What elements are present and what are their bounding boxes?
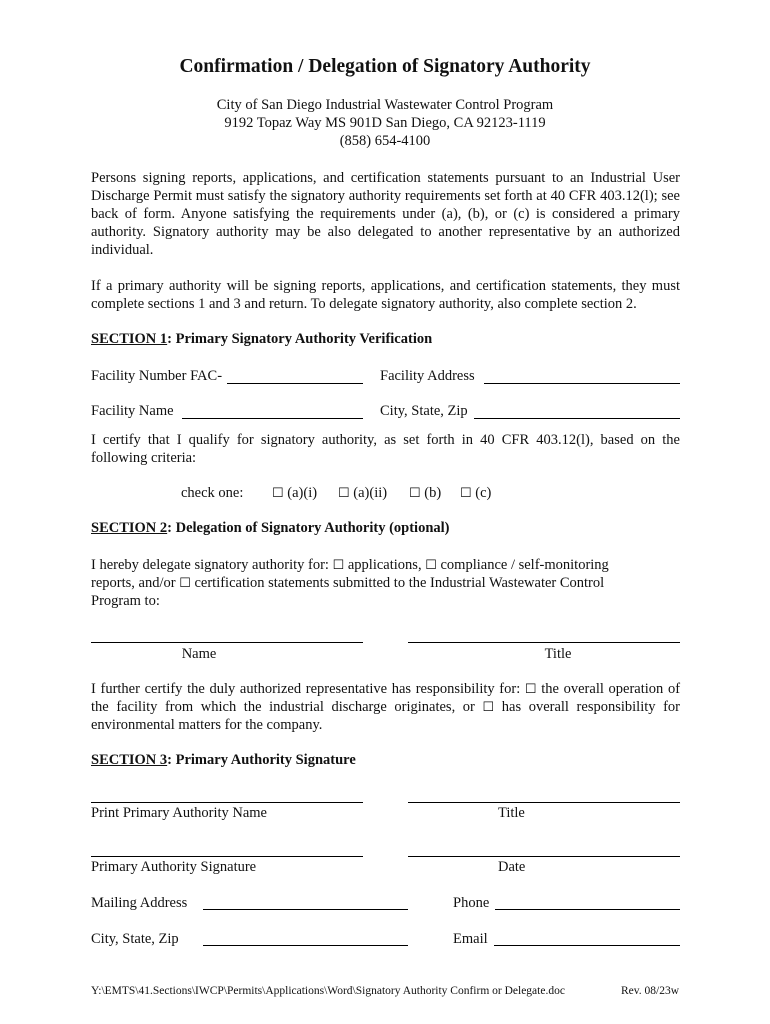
overall-operation-label: the overall operation of: [541, 681, 681, 697]
checkbox-icon[interactable]: ☐: [409, 485, 421, 500]
program-phone: (858) 654-4100: [339, 133, 431, 149]
check-one-label: check one:: [181, 485, 244, 501]
further-text: the facility from which the industrial discharge originates, or: [91, 699, 475, 715]
city-state-zip-field[interactable]: [474, 418, 680, 419]
certify-statement: I certify that I qualify for signatory authority, as set forth in 40 CFR 403.12(l), based on the following criteria:: [91, 432, 680, 466]
delegate-line-2: [91, 575, 604, 592]
footer-revision: Rev. 08/23w: [621, 985, 680, 997]
option-a-ii-label: (a)(ii): [353, 485, 388, 501]
delegate-line-3: Program to:: [91, 593, 160, 609]
facility-address-field[interactable]: [484, 383, 680, 384]
further-line-1: [91, 681, 680, 698]
delegate-name-field[interactable]: [91, 642, 363, 643]
applications-option-label: applications,: [347, 557, 422, 573]
delegate-title-field[interactable]: [408, 642, 680, 643]
intro-paragraph-1: Persons signing reports, applications, and certification statements pursuant to an Industrial User Discharge Permit must satisfy the signatory authority requirements set forth at 40 CFR 403.12(l); see back of form. Anyone satisfying the requirements under (a), (b), or (c) is considered a primary authority. Signatory authority may be also delegated to another representative by an authorized individual.: [91, 170, 680, 258]
facility-address-label: Facility Address: [380, 368, 475, 384]
signature-field[interactable]: [91, 856, 363, 857]
facility-number-field[interactable]: [227, 383, 363, 384]
mailing-address-label: Mailing Address: [91, 895, 188, 911]
option-c[interactable]: [460, 485, 491, 502]
signatory-title-field[interactable]: [408, 802, 680, 803]
checkbox-icon[interactable]: ☐: [338, 485, 350, 500]
checkbox-icon[interactable]: ☐: [482, 699, 495, 714]
section-1-title: : Primary Signatory Authority Verification: [167, 331, 433, 347]
further-line-2: [91, 699, 680, 716]
section-1-heading: [91, 331, 432, 348]
facility-name-label: Facility Name: [91, 403, 174, 419]
date-label: Date: [498, 859, 526, 875]
option-b-label: (b): [424, 485, 442, 501]
certification-option-label: certification statements submitted to the Industrial Wastewater Control: [194, 575, 605, 591]
signatory-title-label: Title: [498, 805, 525, 821]
mailing-city-state-zip-label: City, State, Zip: [91, 931, 179, 947]
delegate-title-label: Title: [544, 646, 572, 662]
section-2-heading: [91, 520, 450, 537]
footer-file-path: Y:\EMTS\41.Sections\IWCP\Permits\Applications\Word\Signatory Authority Confirm or Delegate.doc: [91, 985, 565, 997]
email-field[interactable]: [494, 945, 680, 946]
facility-name-field[interactable]: [182, 418, 363, 419]
section-3-title: : Primary Authority Signature: [167, 752, 356, 768]
further-line-3: environmental matters for the company.: [91, 717, 323, 733]
document-title: Confirmation / Delegation of Signatory Authority: [179, 56, 591, 77]
delegate-name-label: Name: [181, 646, 217, 662]
further-text: I further certify the duly authorized representative has responsibility for:: [91, 681, 521, 697]
option-c-label: (c): [475, 485, 492, 501]
option-b[interactable]: [409, 485, 441, 502]
checkbox-icon[interactable]: ☐: [460, 485, 472, 500]
intro-paragraph-2: If a primary authority will be signing reports, applications, and certification statements, they must complete sections 1 and 3 and return. To delegate signatory authority, also complete section 2.: [91, 278, 680, 312]
checkbox-icon[interactable]: ☐: [179, 575, 191, 590]
delegate-text: reports, and/or: [91, 575, 176, 591]
section-1-number: SECTION 1: [91, 331, 168, 347]
phone-field[interactable]: [495, 909, 680, 910]
section-2-title: : Delegation of Signatory Authority (optional): [167, 520, 450, 536]
overall-responsibility-label: has overall responsibility for: [501, 699, 681, 715]
option-a-ii[interactable]: [338, 485, 387, 502]
checkbox-icon[interactable]: ☐: [524, 681, 537, 696]
program-address: 9192 Topaz Way MS 901D San Diego, CA 92123-1119: [224, 115, 546, 131]
checkbox-icon[interactable]: ☐: [272, 485, 284, 500]
section-3-number: SECTION 3: [91, 752, 168, 768]
checkbox-icon[interactable]: ☐: [332, 557, 345, 572]
option-a-i[interactable]: [272, 485, 317, 502]
option-a-i-label: (a)(i): [287, 485, 318, 501]
section-2-number: SECTION 2: [91, 520, 168, 536]
program-name: City of San Diego Industrial Wastewater Control Program: [216, 97, 554, 113]
email-label: Email: [453, 931, 488, 947]
phone-label: Phone: [453, 895, 490, 911]
date-field[interactable]: [408, 856, 680, 857]
compliance-option-label: compliance / self-monitoring: [440, 557, 609, 573]
city-state-zip-label: City, State, Zip: [380, 403, 468, 419]
print-name-field[interactable]: [91, 802, 363, 803]
facility-number-label: Facility Number FAC-: [91, 368, 223, 384]
signature-label: Primary Authority Signature: [91, 859, 257, 875]
checkbox-icon[interactable]: ☐: [425, 557, 437, 572]
print-name-label: Print Primary Authority Name: [91, 805, 267, 821]
section-3-heading: [91, 752, 356, 769]
mailing-address-field[interactable]: [203, 909, 408, 910]
delegate-line-1: [91, 557, 609, 574]
mailing-city-state-zip-field[interactable]: [203, 945, 408, 946]
delegate-text: I hereby delegate signatory authority for:: [91, 557, 329, 573]
